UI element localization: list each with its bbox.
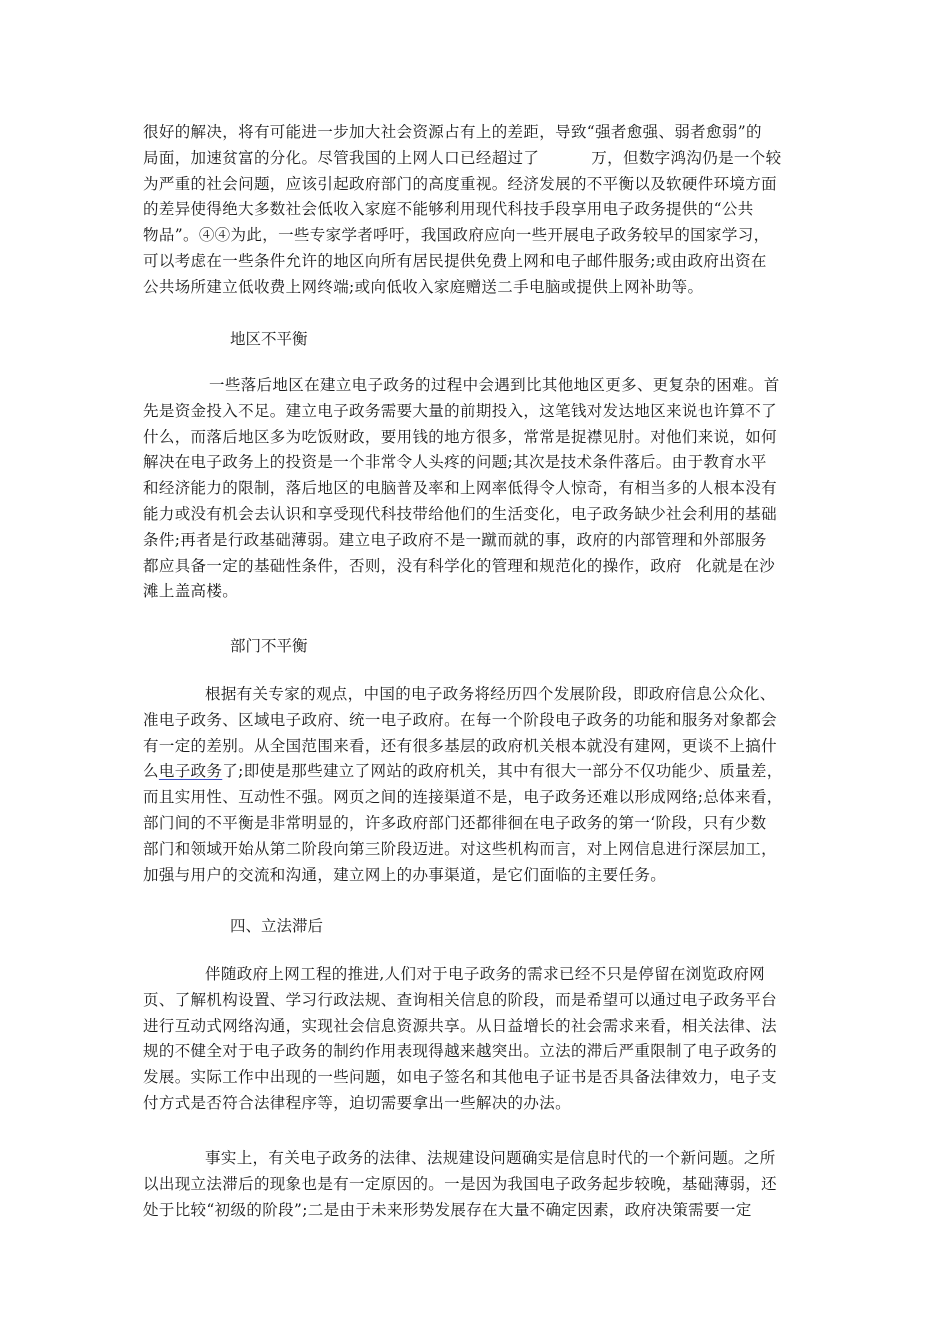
text-line: 页、了解机构设置、学习行政法规、查询相关信息的阶段，而是希望可以通过电子政务平台 <box>143 990 778 1009</box>
text-line: 伴随政府上网工程的推进,人们对于电子政务的需求已经不只是停留在浏览政府网 <box>205 965 766 983</box>
text-line: 处于比较“初级的阶段”;二是由于未来形势发展存在大量不确定因素，政府决策需要一定 <box>143 1200 752 1219</box>
text-line: 什么，而落后地区多为吃饭财政，要用钱的地方很多，常常是捉襟见肘。对他们来说，如何 <box>143 427 778 446</box>
text-line: 物品”。④④为此，一些专家学者呼吁，我国政府应向一些开展电子政务较早的国家学习， <box>143 226 770 245</box>
text-line: 么电子政务了;即使是那些建立了网站的政府机关，其中有很大一部分不仅功能少、质量差， <box>143 762 783 781</box>
text-line: 解决在电子政务上的投资是一个非常令人头疼的问题;其次是技术条件落后。由于教育水平 <box>143 453 767 472</box>
text-line: 准电子政务、区域电子政府、统一电子政府。在每一个阶段电子政务的功能和服务对象都会 <box>143 710 778 729</box>
paragraph-digital-divide <box>143 120 813 301</box>
text-line: 发展。实际工作中出现的一些问题，如电子签名和其他电子证书是否具备法律效力，电子支 <box>143 1068 778 1087</box>
text-line: 局面，加速贫富的分化。尽管我国的上网人口已经超过了 万，但数字鸿沟仍是一个较 <box>143 148 782 167</box>
section-heading-legislation-lag: 四、立法滞后 <box>230 917 324 935</box>
section-heading-department-imbalance: 部门不平衡 <box>230 637 308 655</box>
text-line: 进行互动式网络沟通，实现社会信息资源共享。从日益增长的社会需求来看，相关法律、法 <box>143 1016 778 1035</box>
text-line: 部门和领域开始从第二阶段向第三阶段迈进。对这些机构而言，对上网信息进行深层加工， <box>143 839 778 858</box>
text-line: 滩上盖高楼。 <box>143 582 239 601</box>
text-line: 根据有关专家的观点，中国的电子政务将经历四个发展阶段，即政府信息公众化、 <box>205 685 776 703</box>
text-line: 规的不健全对于电子政务的制约作用表现得越来越突出。立法的滞后严重限制了电子政务的 <box>143 1042 778 1061</box>
text-line: 先是资金投入不足。建立电子政务需要大量的前期投入，这笔钱对发达地区来说也许算不了 <box>143 401 778 420</box>
paragraph-department-imbalance <box>143 682 813 888</box>
text-line: 公共场所建立低收费上网终端;或向低收入家庭赠送二手电脑或提供上网补助等。 <box>143 277 704 296</box>
text-line: 能力或没有机会去认识和享受现代科技带给他们的生活变化，电子政务缺少社会利用的基础 <box>143 504 778 523</box>
text-line: 都应具备一定的基础性条件，否则，没有科学化的管理和规范化的操作，政府 化就是在沙 <box>143 556 776 575</box>
text-line: 很好的解决，将有可能进一步加大社会资源占有上的差距，导致“强者愈强、弱者愈弱”的 <box>143 123 762 141</box>
text-line: 事实上，有关电子政务的法律、法规建设问题确实是信息时代的一个新问题。之所 <box>205 1149 776 1167</box>
text-line: 条件;再者是行政基础薄弱。建立电子政府不是一蹴而就的事，政府的内部管理和外部服务 <box>143 530 767 549</box>
text-line: 有一定的差别。从全国范围来看，还有很多基层的政府机关根本就没有建网，更谈不上搞什 <box>143 736 778 755</box>
text-line: 而且实用性、互动性不强。网页之间的连接渠道不是，电子政务还难以形成网络;总体来看， <box>143 788 783 807</box>
text-line: 和经济能力的限制，落后地区的电脑普及率和上网率低得令人惊奇，有相当多的人根本没有 <box>143 479 778 498</box>
text-line: 付方式是否符合法律程序等，迫切需要拿出一些解决的办法。 <box>143 1093 571 1112</box>
text-line: 加强与用户的交流和沟通，建立网上的办事渠道，是它们面临的主要任务。 <box>143 865 667 884</box>
text-line: 一些落后地区在建立电子政务的过程中会遇到比其他地区更多、更复杂的困难。首 <box>209 376 780 394</box>
paragraph-regional-imbalance <box>143 373 813 605</box>
e-government-link[interactable]: 电子政务 <box>158 762 223 781</box>
text-line: 以出现立法滞后的现象也是有一定原因的。一是因为我国电子政务起步较晚，基础薄弱，还 <box>143 1174 778 1193</box>
paragraph-legislation-reasons <box>143 1146 813 1223</box>
text-line: 部门间的不平衡是非常明显的，许多政府部门还都徘徊在电子政务的第一‘阶段，只有少数 <box>143 813 767 832</box>
text-line: 为严重的社会问题，应该引起政府部门的高度重视。经济发展的不平衡以及软硬件环境方面 <box>143 174 778 193</box>
section-heading-regional-imbalance: 地区不平衡 <box>230 330 308 348</box>
paragraph-legislation-lag <box>143 962 813 1117</box>
text-line: 的差异使得绝大多数社会低收入家庭不能够利用现代科技手段享用电子政务提供的“公共 <box>143 200 754 219</box>
text-line: 可以考虑在一些条件允许的地区向所有居民提供免费上网和电子邮件服务;或由政府出资在 <box>143 251 767 270</box>
